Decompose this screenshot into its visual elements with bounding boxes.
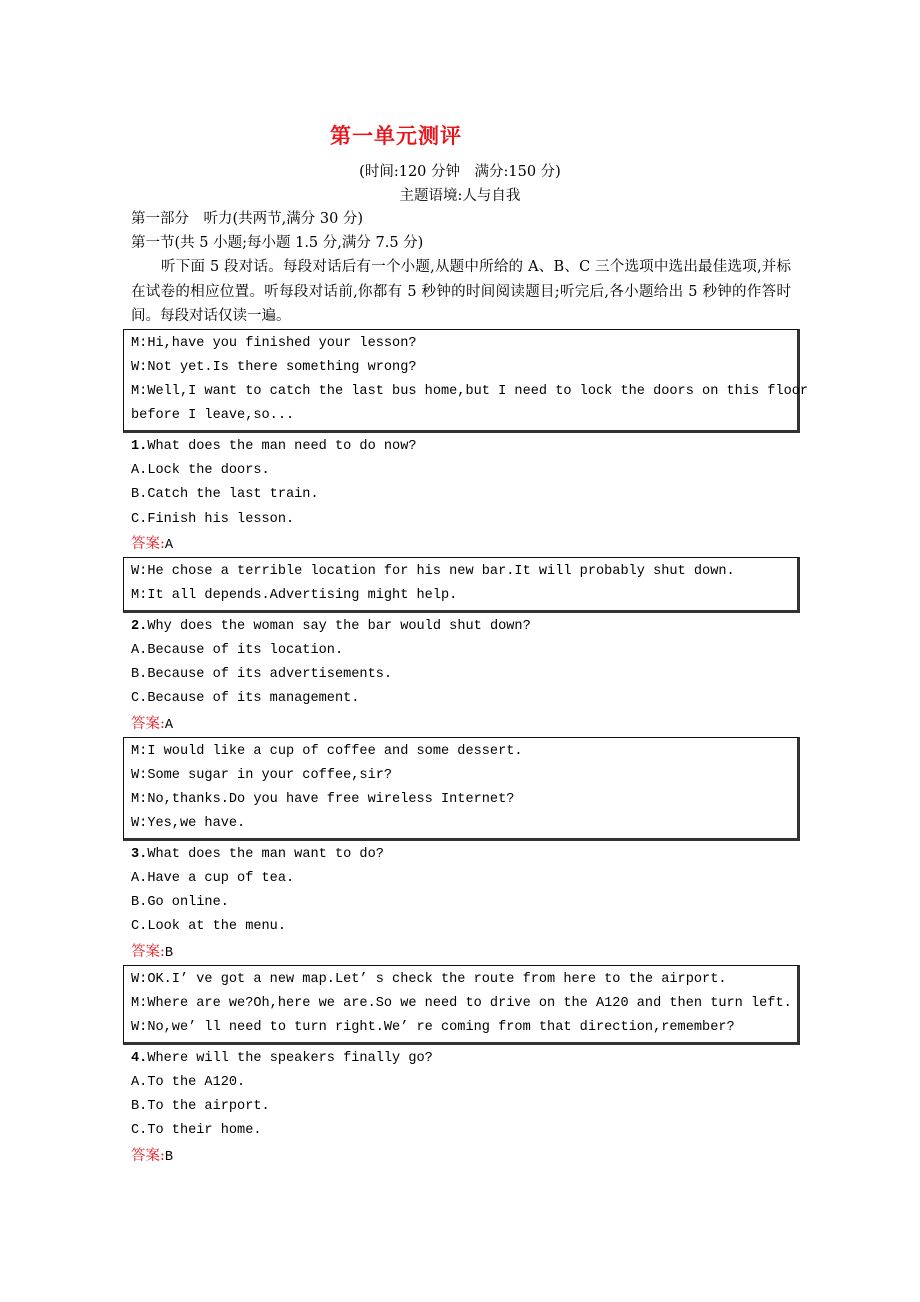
answer-label: 答案: [131,943,165,960]
answer [131,712,800,736]
answer-value: A [164,717,174,733]
option: B.To the airport. [131,1099,270,1115]
question-number: 3. [131,846,148,862]
question-text: Why does the woman say the bar would shut down? [147,618,531,634]
question-number: 1. [131,438,148,454]
answer-value: A [164,537,174,553]
question-number: 2. [131,618,148,634]
option: A.Lock the doors. [131,463,270,479]
option: C.To their home. [131,1123,262,1139]
document-body [131,207,809,1168]
question-number: 4. [131,1050,148,1066]
question-block [131,557,800,736]
time-info: (时间:120 分钟 满分:150 分) [359,164,561,180]
answer [131,940,800,964]
option: B.Catch the last train. [131,487,319,503]
question-block [131,737,800,964]
answer-value: B [164,945,174,961]
instructions: 听下面 5 段对话。每段对话后有一个小题,从题中所给的 A、B、C 三个选项中选出最佳选项,并标在试卷的相应位置。听每段对话前,你都有 5 秒钟的时间阅读题目;听完后,各小题给出 5 秒钟的作答时间。每段对话仅读一遍。 [131,259,791,324]
answer-value: B [164,1149,174,1165]
dialogue-line: W:Some sugar in your coffee,sir? [131,767,393,783]
question [131,615,800,639]
dialogue-line: W:Yes,we have. [131,815,246,831]
option: A.To the A120. [131,1074,246,1090]
dialogue-line: before I leave,so... [131,407,295,423]
dialogue-line: M:No,thanks.Do you have free wireless Internet? [131,791,515,807]
question-block [131,965,800,1168]
dialogue-line: W:OK.I’ ve got a new map.Let’ s check the route from here to the airport. [131,971,727,987]
answer [131,1144,800,1168]
dialogue-line: W:He chose a terrible location for his new bar.It will probably shut down. [131,563,735,579]
option: C.Look at the menu. [131,919,286,935]
dialogue-line: M:Where are we?Oh,here we are.So we need to drive on the A120 and then turn left. [131,995,792,1011]
answer-label: 答案: [131,535,165,552]
option: B.Go online. [131,895,229,911]
dialogue-line: M:Hi,have you finished your lesson? [131,335,417,351]
dialogue-line: M:Well,I want to catch the last bus home,but I need to lock the doors on this floor [131,383,809,399]
answer-label: 答案: [131,715,165,732]
answer-label: 答案: [131,1147,165,1164]
dialogue-box [123,737,800,841]
page-title: 第一单元测评 [330,124,462,148]
question [131,1047,800,1071]
dialogue-line: M:It all depends.Advertising might help. [131,587,458,603]
dialogue-box [123,329,809,433]
question [131,435,800,459]
question-text: Where will the speakers finally go? [147,1050,433,1066]
dialogue-line: W:No,we’ ll need to turn right.We’ re coming from that direction,remember? [131,1019,735,1035]
question-list [131,329,809,1168]
answer [131,532,800,556]
dialogue-line: M:I would like a cup of coffee and some dessert. [131,743,523,759]
dialogue-box [123,557,800,613]
option: C.Because of its management. [131,691,360,707]
theme: 主题语境:人与自我 [399,188,521,204]
dialogue-line: W:Not yet.Is there something wrong? [131,359,417,375]
option: A.Have a cup of tea. [131,871,295,887]
option: C.Finish his lesson. [131,511,295,527]
dialogue-box [123,965,800,1045]
option: A.Because of its location. [131,643,344,659]
section-heading: 第一节(共 5 小题;每小题 1.5 分,满分 7.5 分) [131,235,424,252]
question-text: What does the man need to do now? [147,438,417,454]
question-block [131,329,809,556]
question-text: What does the man want to do? [147,846,384,862]
part-heading: 第一部分 听力(共两节,满分 30 分) [131,211,364,227]
option: B.Because of its advertisements. [131,667,393,683]
question [131,843,800,867]
